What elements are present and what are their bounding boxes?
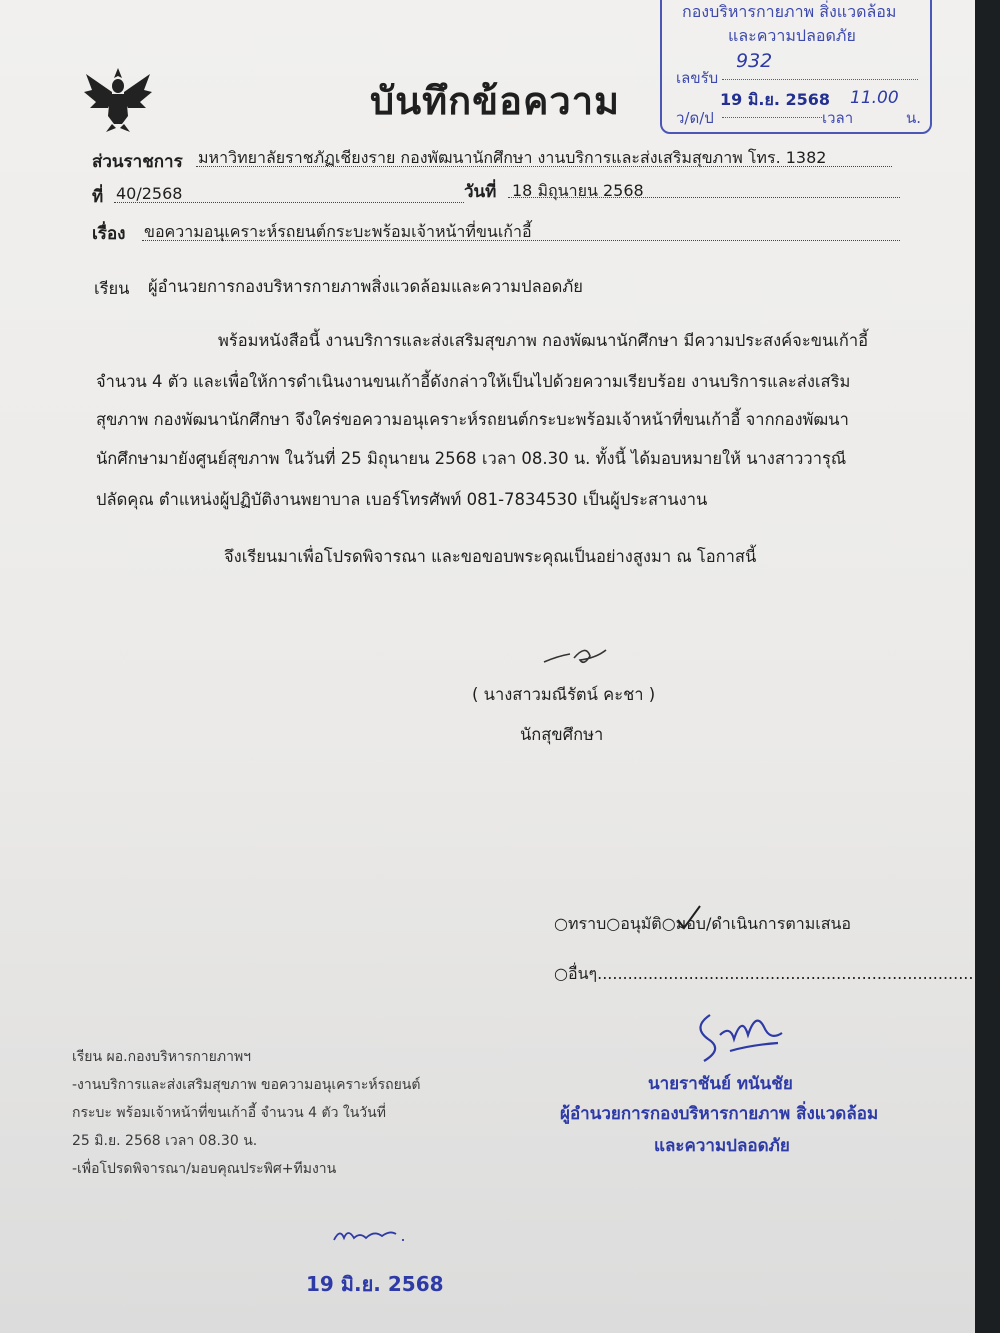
handwritten-note-line: -งานบริการและส่งเสริมสุขภาพ ขอความอนุเคราะห์รถยนต์ <box>72 1077 421 1093</box>
director-name: นายราชันย์ ทนันชัย <box>648 1074 793 1094</box>
ref-label: ที่ <box>92 187 104 207</box>
agency-value: มหาวิทยาลัยราชภัฏเชียงราย กองพัฒนานักศึกษา งานบริการและส่งเสริมสุขภาพ โทร. 1382 <box>198 148 827 167</box>
stamp-date-value: 19 มิ.ย. 2568 <box>720 90 831 109</box>
page-title: บันทึกข้อความ <box>370 79 621 123</box>
stamp-dotted-line <box>722 117 822 118</box>
ref-value: 40/2568 <box>116 184 183 203</box>
stamp-org-line1: กองบริหารกายภาพ สิ่งแวดล้อม <box>682 2 897 21</box>
dotted-line <box>508 197 900 198</box>
sender-signature <box>540 640 610 670</box>
director-signature <box>690 1005 790 1065</box>
sender-position: นักสุขศึกษา <box>520 725 604 744</box>
date-label: วันที่ <box>464 182 497 202</box>
director-title-line2: และความปลอดภัย <box>654 1136 790 1156</box>
handwritten-note-line: กระบะ พร้อมเจ้าหน้าที่ขนเก้าอี้ จำนวน 4 ตัว ในวันที่ <box>72 1105 386 1121</box>
receipt-stamp <box>660 0 932 134</box>
stamp-dotted-line <box>722 79 918 80</box>
decision-other: ○อื่นๆ............................................................................... <box>554 964 999 983</box>
stamp-time-value: 11.00 <box>850 88 899 108</box>
salutation-value: ผู้อำนวยการกองบริหารกายภาพสิ่งแวดล้อมและความปลอดภัย <box>148 277 583 296</box>
body-line: ปลัดคุณ ตำแหน่งผู้ปฏิบัติงานพยาบาล เบอร์โทรศัพท์ 081-7834530 เป็นผู้ประสานงาน <box>96 490 708 509</box>
handwritten-note-line: -เพื่อโปรดพิจารณา/มอบคุณประพิศ+ทีมงาน <box>72 1161 337 1177</box>
body-line: พร้อมหนังสือนี้ งานบริการและส่งเสริมสุขภาพ กองพัฒนานักศึกษา มีความประสงค์จะขนเก้าอี้ <box>218 331 869 350</box>
subject-value: ขอความอนุเคราะห์รถยนต์กระบะพร้อมเจ้าหน้าที่ขนเก้าอี้ <box>144 222 532 241</box>
stamp-org-line2: และความปลอดภัย <box>728 26 856 45</box>
agency-label: ส่วนราชการ <box>92 152 183 172</box>
subject-label: เรื่อง <box>92 224 126 244</box>
closing-paragraph: จึงเรียนมาเพื่อโปรดพิจารณา และขอขอบพระคุณเป็นอย่างสูงมา ณ โอกาสนี้ <box>224 547 757 566</box>
handwritten-note-line: 25 มิ.ย. 2568 เวลา 08.30 น. <box>72 1133 258 1149</box>
body-line: จำนวน 4 ตัว และเพื่อให้การดำเนินงานขนเก้าอี้ดังกล่าวให้เป็นไปด้วยความเรียบร้อย งานบริการและส่งเสริม <box>96 372 851 391</box>
stamp-time-label: เวลา <box>822 109 854 127</box>
director-title: ผู้อำนวยการกองบริหารกายภาพ สิ่งแวดล้อม <box>560 1104 879 1124</box>
note-date: 19 มิ.ย. 2568 <box>306 1272 444 1296</box>
salutation-label: เรียน <box>94 279 130 298</box>
dotted-line <box>196 166 892 167</box>
date-value: 18 มิถุนายน 2568 <box>512 181 644 200</box>
garuda-emblem-icon <box>82 64 154 134</box>
stamp-time-unit: น. <box>906 109 922 127</box>
decision-options: ○ทราบ○อนุมัติ○มอบ/ดำเนินการตามเสนอ <box>554 914 852 933</box>
dotted-line <box>114 202 464 203</box>
body-line: สุขภาพ กองพัฒนานักศึกษา จึงใคร่ขอความอนุเคราะห์รถยนต์กระบะพร้อมเจ้าหน้าที่ขนเก้าอี้ จากกองพัฒนา <box>96 410 849 429</box>
stamp-date-label: ว/ด/ป <box>676 109 714 127</box>
sender-name: ( นางสาวมณีรัตน์ คะชา ) <box>472 685 656 704</box>
stamp-receipt-number: 932 <box>736 50 773 72</box>
check-mark-icon <box>674 904 704 934</box>
note-signature <box>330 1222 410 1248</box>
handwritten-note-line: เรียน ผอ.กองบริหารกายภาพฯ <box>72 1049 252 1065</box>
body-line: นักศึกษามายังศูนย์สุขภาพ ในวันที่ 25 มิถุนายน 2568 เวลา 08.30 น. ทั้งนี้ ได้มอบหมายให้ นางสาววารุณี <box>96 449 847 468</box>
dotted-line <box>142 240 900 241</box>
stamp-receipt-label: เลขรับ <box>676 69 719 87</box>
